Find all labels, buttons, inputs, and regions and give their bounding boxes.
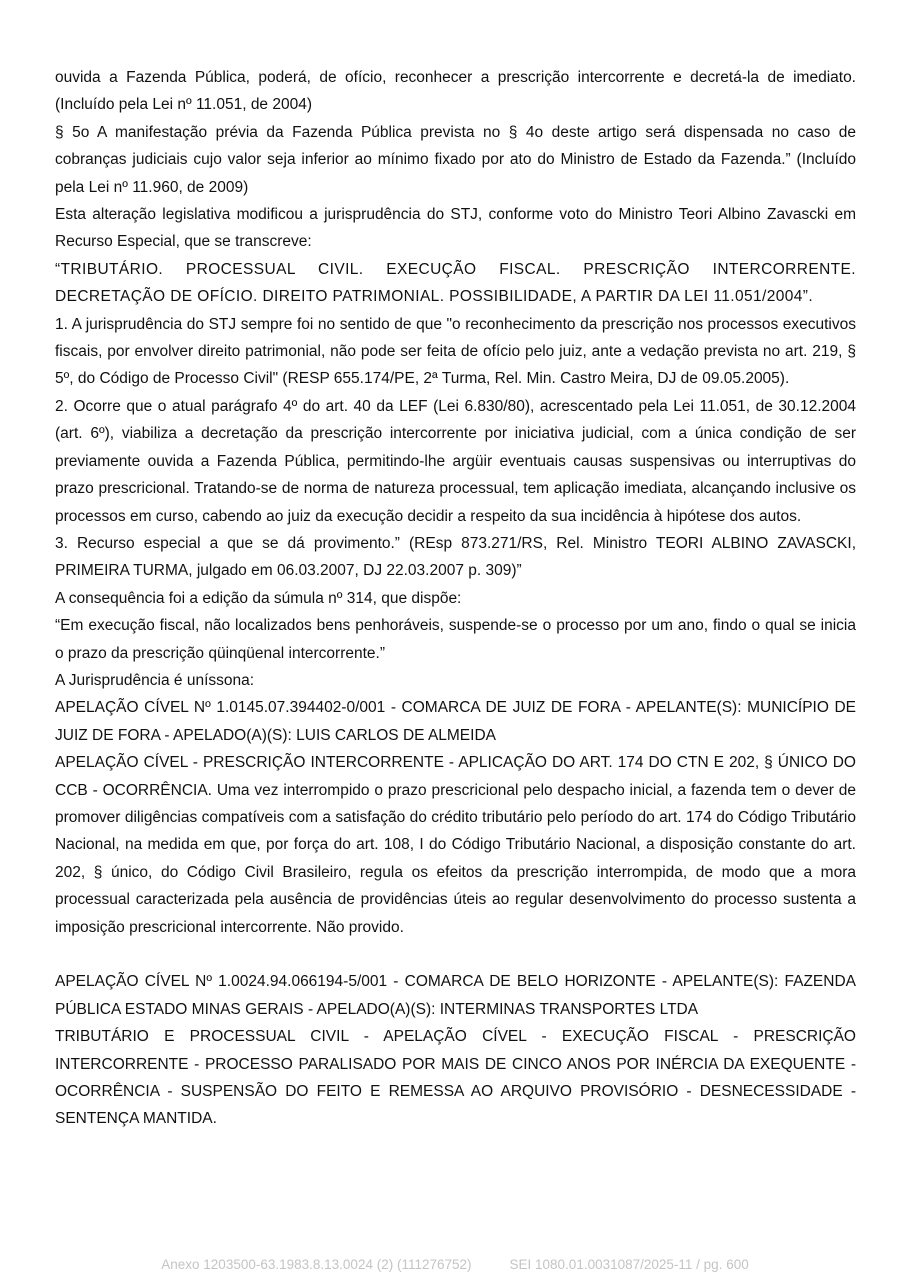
paragraph-apelacao-juiz-de-fora-header: APELAÇÃO CÍVEL Nº 1.0145.07.394402-0/001 - COMARCA DE JUIZ DE FORA - APELANTE(S): MUNICÍPIO DE JUIZ DE FORA - APELADO(A)(S): LUIS CARLOS DE ALMEIDA — [55, 699, 856, 744]
document-body — [55, 64, 856, 1133]
paragraph-alteracao-legislativa: Esta alteração legislativa modificou a jurisprudência do STJ, conforme voto do Ministro Teori Albino Zavascki em Recurso Especial, que se transcreve: — [55, 206, 856, 251]
page-footer — [0, 1257, 910, 1272]
paragraph-apelacao-belo-horizonte-header: APELAÇÃO CÍVEL Nº 1.0024.94.066194-5/001 - COMARCA DE BELO HORIZONTE - APELANTE(S): FAZENDA PÚBLICA ESTADO MINAS GERAIS - APELADO(A)(S): INTERMINAS TRANSPORTES LTDA — [55, 973, 856, 1018]
paragraph-jurisprudencia-intro: A Jurisprudência é uníssona: — [55, 671, 255, 689]
paragraph-apelacao-juiz-de-fora-ementa: APELAÇÃO CÍVEL - PRESCRIÇÃO INTERCORRENTE - APLICAÇÃO DO ART. 174 DO CTN E 202, § ÚNICO DO CCB - OCORRÊNCIA. Uma vez interrompido o prazo prescricional pelo despacho inicial, a fazenda tem o dever de promover diligências compatíveis com a satisfação do crédito tributário pelo período do art. 174 do Código Tributário Nacional, na medida em que, por força do art. 108, I do Código Tributário Nacional, a disposição constante do art. 202, § único, do Código Civil Brasileiro, regula os efeitos da prescrição interrompida, de modo que a mora processual caracterizada pela ausência de providências úteis ao regular desenvolvimento do processo sustenta a imposição prescricional intercorrente. Não provido. — [55, 754, 856, 936]
footer-annex-reference: Anexo 1203500-63.1983.8.13.0024 (2) (111276752) — [161, 1257, 472, 1272]
paragraph-item-2: 2. Ocorre que o atual parágrafo 4º do art. 40 da LEF (Lei 6.830/80), acrescentado pela Lei 11.051, de 30.12.2004 (art. 6º), viabiliza a decretação da prescrição intercorrente por iniciativa judicial, com a única condição de ser previamente ouvida a Fazenda Pública, permitindo-lhe argüir eventuais causas suspensivas ou interruptivas do prazo prescricional. Tratando-se de norma de natureza processual, tem aplicação imediata, alcançando inclusive os processos em curso, cabendo ao juiz da execução decidir a respeito da sua incidência à hipótese dos autos. — [55, 397, 856, 525]
paragraph-continuation-lei-11051: ouvida a Fazenda Pública, poderá, de ofício, reconhecer a prescrição intercorrente e decretá-la de imediato. (Incluído pela Lei nº 11.051, de 2004) — [55, 69, 856, 114]
footer-sei-reference: SEI 1080.01.0031087/2025-11 / pg. 600 — [509, 1257, 749, 1272]
paragraph-sumula-intro: A consequência foi a edição da súmula nº 314, que dispõe: — [55, 589, 462, 607]
paragraph-sumula-314-text: “Em execução fiscal, não localizados bens penhoráveis, suspende-se o processo por um ano, findo o qual se inicia o prazo da prescrição qüinqüenal intercorrente.” — [55, 617, 856, 662]
paragraph-spacer — [55, 941, 856, 968]
paragraph-item-3: 3. Recurso especial a que se dá provimento.” (REsp 873.271/RS, Rel. Ministro TEORI ALBINO ZAVASCKI, PRIMEIRA TURMA, julgado em 06.03.2007, DJ 22.03.2007 p. 309)” — [55, 534, 856, 580]
paragraph-item-1: 1. A jurisprudência do STJ sempre foi no sentido de que "o reconhecimento da prescrição nos processos executivos fiscais, por envolver direito patrimonial, não pode ser feita de ofício pelo juiz, ante a vedação prevista no art. 219, § 5º, do Código de Processo Civil" (RESP 655.174/PE, 2ª Turma, Rel. Min. Castro Meira, DJ de 09.05.2005). — [55, 315, 856, 388]
paragraph-ementa-tributario: “TRIBUTÁRIO. PROCESSUAL CIVIL. EXECUÇÃO FISCAL. PRESCRIÇÃO INTERCORRENTE. DECRETAÇÃO DE OFÍCIO. DIREITO PATRIMONIAL. POSSIBILIDADE, A PARTIR DA LEI 11.051/2004”. — [55, 260, 856, 306]
paragraph-paragrafo-5: § 5o A manifestação prévia da Fazenda Pública prevista no § 4o deste artigo será dispensada no caso de cobranças judiciais cujo valor seja inferior ao mínimo fixado por ato do Ministro de Estado da Fazenda.” (Incluído pela Lei nº 11.960, de 2009) — [55, 123, 856, 196]
paragraph-apelacao-belo-horizonte-ementa: TRIBUTÁRIO E PROCESSUAL CIVIL - APELAÇÃO CÍVEL - EXECUÇÃO FISCAL - PRESCRIÇÃO INTERCORRENTE - PROCESSO PARALISADO POR MAIS DE CINCO ANOS POR INÉRCIA DA EXEQUENTE - OCORRÊNCIA - SUSPENSÃO DO FEITO E REMESSA AO ARQUIVO PROVISÓRIO - DESNECESSIDADE - SENTENÇA MANTIDA. — [55, 1028, 856, 1128]
